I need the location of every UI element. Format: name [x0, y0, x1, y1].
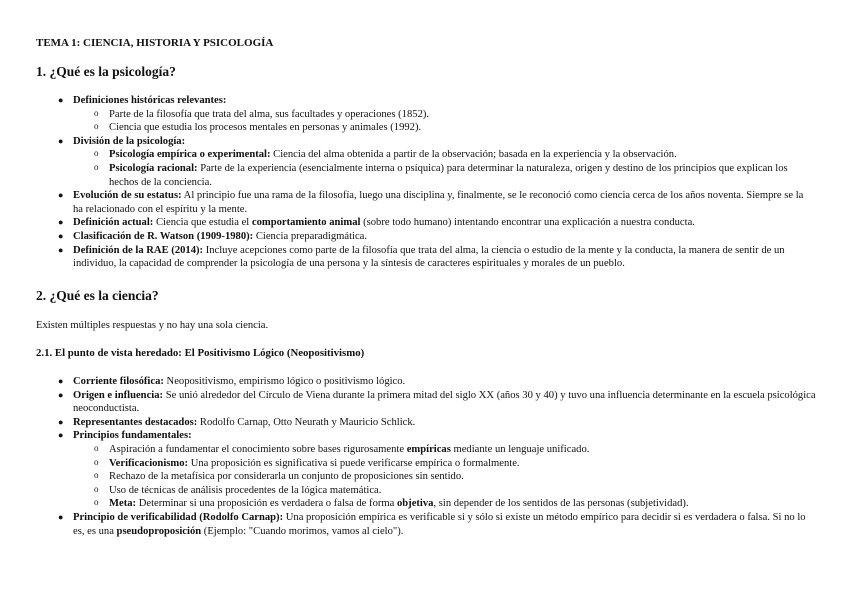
sub-list-item: o Meta: Determinar si una proposición es verdadera o falsa de forma objetiva, sin depender de los sentidos de las personas (subjetividad). [94, 497, 689, 510]
bullet-icon: ● [58, 389, 64, 400]
circle-bullet-icon: o [94, 470, 99, 481]
bullet-icon: ● [58, 244, 64, 255]
bullet-icon: ● [58, 511, 64, 522]
circle-bullet-icon: o [94, 497, 99, 508]
circle-bullet-icon: o [94, 161, 99, 172]
section-2-heading: 2. ¿Qué es la ciencia? [36, 288, 159, 303]
list-item: ● Definición de la RAE (2014): Incluye acepciones como parte de la filosofía que trata del alma, la ciencia o estudio de la mente y la conducta, la manera de sentir de un individuo, la capacidad de comprender la psicología de una persona y la síntesis de caracteres espirituales y morales de un pueblo. [58, 244, 785, 270]
sub-list-item: o Aspiración a fundamentar el conocimiento sobre bases rigurosamente empíricas mediante un lenguaje unificado. [94, 442, 590, 455]
sub-list [73, 148, 816, 189]
sub-list-item: o Parte de la filosofía que trata del alma, sus facultades y operaciones (1852). [94, 107, 430, 120]
bullet-icon: ● [58, 95, 64, 105]
bullet-icon: ● [58, 416, 64, 427]
circle-bullet-icon: o [94, 107, 99, 118]
sub-list-item: o Ciencia que estudia los procesos mentales en personas y animales (1992). [94, 121, 422, 134]
bullet-icon: ● [58, 190, 64, 201]
sub-list-item: o Psicología empírica o experimental: Ciencia del alma obtenida a partir de la observación; basada en la experiencia y la observación. [94, 148, 677, 161]
list-item: ● Clasificación de R. Watson (1909-1980): Ciencia preparadigmática. [58, 230, 368, 242]
bullet-icon: ● [58, 135, 64, 146]
list-item: ● Definición actual: Ciencia que estudia el comportamiento animal (sobre todo humano) intentando encontrar una explicación a nuestra conducta. [58, 217, 695, 229]
section-1-list [36, 94, 816, 271]
list-item: ● Principios fundamentales: o Aspiración a fundamentar el conocimiento sobre bases rigurosamente empíricas mediante un lenguaje unificado. o Verificacionismo: Una proposición es significativa si puede verificarse empírica o formalmente. o Rechazo de la metafísica por considerarla un conjunto de proposiciones sin sentido. o Uso de técnicas de análisis procedentes de la lógica matemática. o Meta: Determinar si una proposición es verdadera o falsa de forma objetiva, sin depender de los sentidos de las personas (subjetividad). [36, 429, 816, 511]
circle-bullet-icon: o [94, 456, 99, 467]
bullet-icon: ● [58, 430, 64, 441]
list-item: ● Representantes destacados: Rodolfo Carnap, Otto Neurath y Mauricio Schlick. [58, 416, 416, 428]
circle-bullet-icon: o [94, 442, 99, 453]
sub-list-item: o Uso de técnicas de análisis procedentes de la lógica matemática. [94, 483, 382, 496]
section-2-1-heading: 2.1. El punto de vista heredado: El Positivismo Lógico (Neopositivismo) [36, 347, 365, 359]
sub-list-item: o Verificacionismo: Una proposición es significativa si puede verificarse empírica o formalmente. [94, 456, 520, 469]
sub-list [73, 443, 816, 511]
list-item: ● Principio de verificabilidad (Rodolfo Carnap): Una proposición empírica es verificable si y sólo si existe un método empírico para decidir si es verdadera o falsa. Si no lo es, es una pseudoproposición (Ejemplo: "Cuando morimos, vamos al cielo"). [58, 511, 806, 537]
sub-list-item: o Psicología racional: Parte de la experiencia (esencialmente interna o psíquica) para determinar la naturaleza, origen y destino de los principios que explican los hechos de la conciencia. [94, 161, 788, 188]
section-2-list [36, 375, 816, 538]
list-item: ● Corriente filosófica: Neopositivismo, empirismo lógico o positivismo lógico. [58, 376, 406, 387]
bullet-icon: ● [58, 230, 64, 241]
sub-list [73, 108, 816, 135]
list-item: ● División de la psicología: o Psicología empírica o experimental: Ciencia del alma obtenida a partir de la observación; basada en la experiencia y la observación. o Psicología racional: Parte de la experiencia (esencialmente interna o psíquica) para determinar la naturaleza, origen y destino de los principios que explican los hechos de la conciencia. [36, 135, 816, 189]
section-1-heading: 1. ¿Qué es la psicología? [36, 64, 176, 79]
list-item: ● Definiciones históricas relevantes: o Parte de la filosofía que trata del alma, sus facultades y operaciones (1852). o Ciencia que estudia los procesos mentales en personas y animales (1992). [36, 94, 816, 135]
section-2-intro: Existen múltiples respuestas y no hay una sola ciencia. [36, 320, 269, 331]
circle-bullet-icon: o [94, 148, 99, 159]
bullet-icon: ● [58, 217, 64, 228]
circle-bullet-icon: o [94, 121, 99, 132]
bullet-icon: ● [58, 376, 64, 386]
sub-list-item: o Rechazo de la metafísica por considerarla un conjunto de proposiciones sin sentido. [94, 470, 464, 483]
list-item: ● Evolución de su estatus: Al principio fue una rama de la filosofía, luego una disciplina y, finalmente, se le reconoció como ciencia cerca de los años noventa. Siempre se la ha relacionado con el espíritu y la mente. [58, 190, 804, 215]
document-title: TEMA 1: CIENCIA, HISTORIA Y PSICOLOGÍA [36, 37, 274, 49]
circle-bullet-icon: o [94, 483, 99, 494]
list-item: ● Origen e influencia: Se unió alrededor del Círculo de Viena durante la primera mitad del siglo XX (años 30 y 40) y tuvo una influencia determinante en la escuela psicológica neoconductista. [58, 389, 816, 415]
